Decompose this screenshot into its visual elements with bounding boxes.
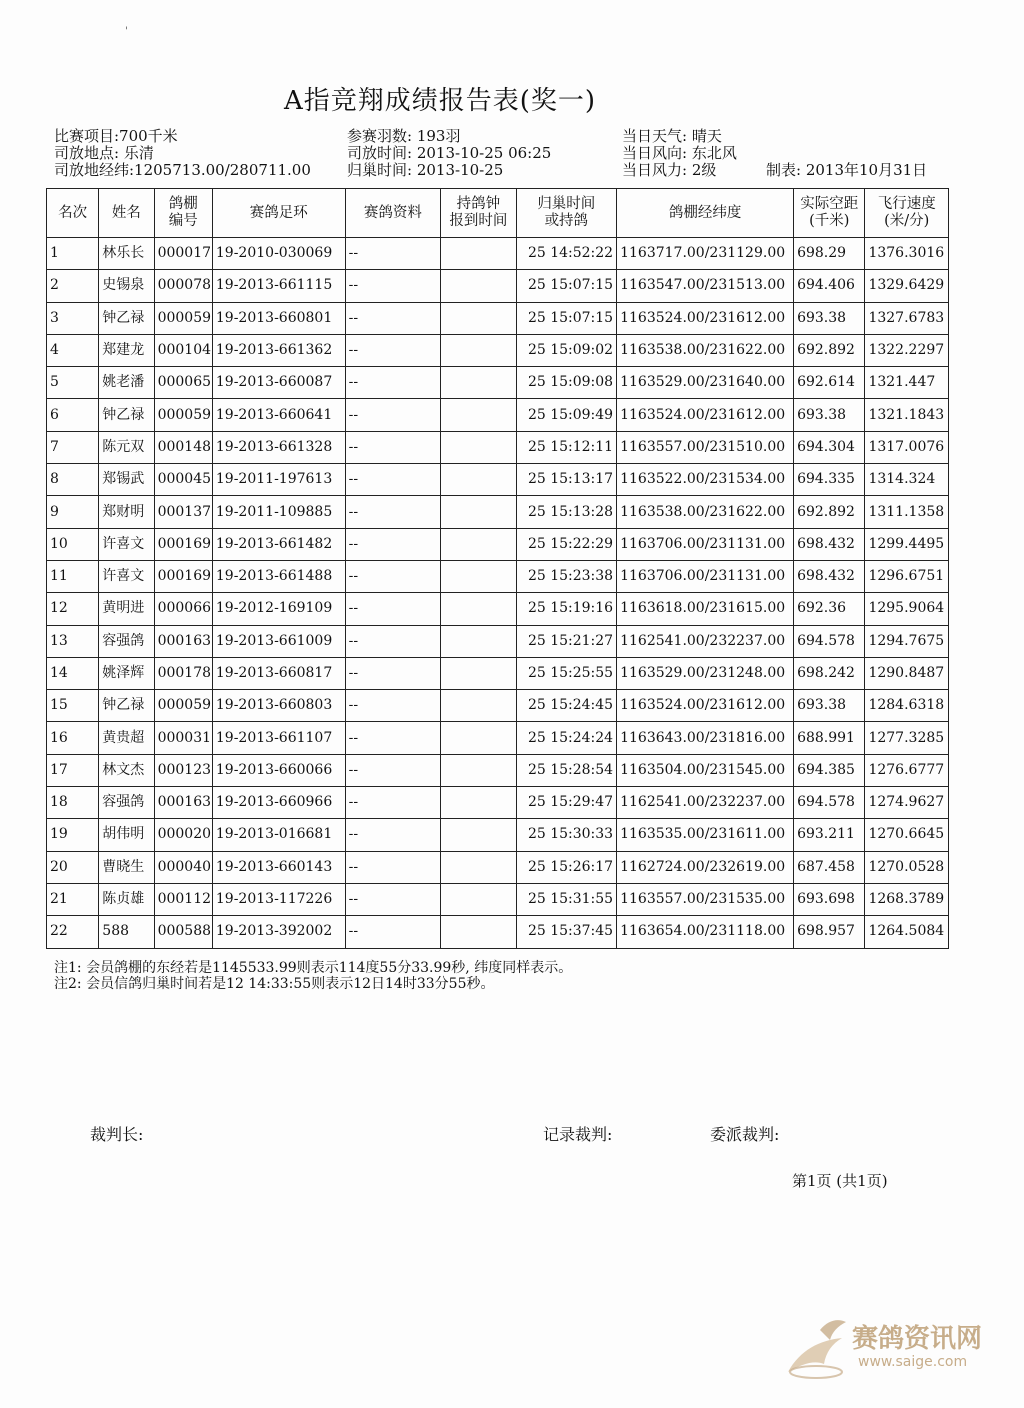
table-row <box>47 851 949 883</box>
table-cell: 19-2013-661107 <box>212 722 345 754</box>
table-cell: 1163522.00/231534.00 <box>617 464 794 496</box>
table-cell: 694.578 <box>794 787 865 819</box>
table-cell: -- <box>345 883 441 915</box>
table-cell: 25 15:13:28 <box>516 496 617 528</box>
column-header-line: 持鸽钟 <box>456 196 501 212</box>
table-cell: 19-2013-661009 <box>212 625 345 657</box>
table-row <box>47 431 949 463</box>
table-cell: 2 <box>47 270 99 302</box>
table-cell <box>441 657 516 689</box>
table-cell: -- <box>345 819 441 851</box>
watermark-text: 赛鸽资讯网 <box>852 1324 983 1354</box>
table-cell: 25 15:12:11 <box>516 431 617 463</box>
table-cell: -- <box>345 657 441 689</box>
table-cell: 许喜文 <box>99 528 154 560</box>
table-cell: 25 15:28:54 <box>516 754 617 786</box>
table-cell: 许喜文 <box>99 560 154 592</box>
table-cell: -- <box>345 464 441 496</box>
table-cell: 1376.3016 <box>865 238 949 270</box>
table-cell: 1270.0528 <box>865 851 949 883</box>
table-cell <box>441 496 516 528</box>
table-cell: 1162541.00/232237.00 <box>617 625 794 657</box>
table-cell: -- <box>345 690 441 722</box>
table-cell: 692.36 <box>794 593 865 625</box>
table-cell: 15 <box>47 690 99 722</box>
notes <box>54 960 572 992</box>
table-cell: 000169 <box>154 528 212 560</box>
table-cell: 陈贞雄 <box>99 883 154 915</box>
table-cell: 25 15:25:55 <box>516 657 617 689</box>
table-cell: 1299.4495 <box>865 528 949 560</box>
column-header-line: 报到时间 <box>449 213 508 229</box>
table-cell <box>441 464 516 496</box>
column-header-line: 实际空距 <box>800 196 859 212</box>
table-cell: 694.304 <box>794 431 865 463</box>
table-cell: 698.432 <box>794 560 865 592</box>
table-cell: 19-2013-661328 <box>212 431 345 463</box>
table-cell <box>441 302 516 334</box>
table-cell: 25 15:29:47 <box>516 787 617 819</box>
table-cell: 25 15:09:49 <box>516 399 617 431</box>
table-cell <box>441 819 516 851</box>
table-cell: 19-2011-109885 <box>212 496 345 528</box>
table-cell: 1163538.00/231622.00 <box>617 334 794 366</box>
table-cell: 000163 <box>154 787 212 819</box>
info-col-3 <box>622 128 737 179</box>
table-row <box>47 464 949 496</box>
table-cell: 25 15:30:33 <box>516 819 617 851</box>
table-cell: 25 15:07:15 <box>516 270 617 302</box>
column-header <box>865 189 949 238</box>
table-cell <box>441 593 516 625</box>
table-cell: 1163706.00/231131.00 <box>617 560 794 592</box>
table-cell: 钟乙禄 <box>99 302 154 334</box>
table-cell <box>441 754 516 786</box>
table-cell: 1162724.00/232619.00 <box>617 851 794 883</box>
table-cell: -- <box>345 593 441 625</box>
table-cell: 698.957 <box>794 916 865 948</box>
table-cell: 1162541.00/232237.00 <box>617 787 794 819</box>
table-cell: 1163654.00/231118.00 <box>617 916 794 948</box>
table-cell: 698.432 <box>794 528 865 560</box>
table-row <box>47 302 949 334</box>
table-cell: 694.406 <box>794 270 865 302</box>
table-cell: 19-2013-117226 <box>212 883 345 915</box>
table-cell: 1163524.00/231612.00 <box>617 399 794 431</box>
table-cell: 1163524.00/231612.00 <box>617 690 794 722</box>
table-cell: 000178 <box>154 657 212 689</box>
table-cell: 5 <box>47 367 99 399</box>
table-cell: 4 <box>47 334 99 366</box>
column-header <box>441 189 516 238</box>
table-cell: 22 <box>47 916 99 948</box>
table-cell: 1163643.00/231816.00 <box>617 722 794 754</box>
table-cell: 000059 <box>154 399 212 431</box>
table-cell: 容强鸽 <box>99 625 154 657</box>
table-cell: 1163706.00/231131.00 <box>617 528 794 560</box>
weather: 当日天气: 晴天 <box>622 127 722 145</box>
race-item: 比赛项目:700千米 <box>54 127 178 145</box>
results-table <box>46 188 949 949</box>
column-header <box>794 189 865 238</box>
table-cell: 18 <box>47 787 99 819</box>
column-header <box>345 189 441 238</box>
table-cell: 姚老潘 <box>99 367 154 399</box>
table-cell: 000045 <box>154 464 212 496</box>
table-cell: 10 <box>47 528 99 560</box>
table-cell: 1 <box>47 238 99 270</box>
table-cell: 688.991 <box>794 722 865 754</box>
table-cell: 19-2013-661482 <box>212 528 345 560</box>
pigeon-logo-icon <box>780 1310 860 1390</box>
table-cell: 容强鸽 <box>99 787 154 819</box>
table-cell: 19-2013-660087 <box>212 367 345 399</box>
table-cell <box>441 528 516 560</box>
info-col-2 <box>347 128 551 179</box>
table-cell: 25 15:23:38 <box>516 560 617 592</box>
table-cell: 19-2011-197613 <box>212 464 345 496</box>
table-cell: 1327.6783 <box>865 302 949 334</box>
table-cell: 698.242 <box>794 657 865 689</box>
table-cell <box>441 270 516 302</box>
table-cell: 25 15:31:55 <box>516 883 617 915</box>
table-cell: 1163557.00/231535.00 <box>617 883 794 915</box>
table-cell: 19-2013-660817 <box>212 657 345 689</box>
watermark-url: www.saige.com <box>858 1354 968 1370</box>
table-cell: 曹晓生 <box>99 851 154 883</box>
table-cell <box>441 851 516 883</box>
table-cell: 19-2010-030069 <box>212 238 345 270</box>
table-cell: 19 <box>47 819 99 851</box>
table-cell <box>441 334 516 366</box>
table-cell: -- <box>345 302 441 334</box>
table-cell: -- <box>345 916 441 948</box>
table-cell: 19-2013-660803 <box>212 690 345 722</box>
table-cell: -- <box>345 528 441 560</box>
column-header <box>212 189 345 238</box>
table-cell: 1295.9064 <box>865 593 949 625</box>
table-cell: -- <box>345 399 441 431</box>
table-cell: 000059 <box>154 302 212 334</box>
table-cell: 1321.447 <box>865 367 949 399</box>
table-cell: -- <box>345 787 441 819</box>
table-cell: 1276.6777 <box>865 754 949 786</box>
column-header-line: 归巢时间 <box>537 196 596 212</box>
table-cell: 林文杰 <box>99 754 154 786</box>
table-cell: 694.335 <box>794 464 865 496</box>
table-cell <box>441 560 516 592</box>
table-cell: 1274.9627 <box>865 787 949 819</box>
table-cell: 000078 <box>154 270 212 302</box>
table-cell: 698.29 <box>794 238 865 270</box>
table-row <box>47 625 949 657</box>
table-row <box>47 787 949 819</box>
table-cell: -- <box>345 270 441 302</box>
table-cell: 19-2013-016681 <box>212 819 345 851</box>
table-cell: 1163618.00/231615.00 <box>617 593 794 625</box>
table-cell: -- <box>345 238 441 270</box>
table-cell: 胡伟明 <box>99 819 154 851</box>
table-cell: 19-2013-660066 <box>212 754 345 786</box>
table-cell: 692.892 <box>794 496 865 528</box>
table-cell: 1270.6645 <box>865 819 949 851</box>
release-coordinates: 司放地经纬:1205713.00/280711.00 <box>54 161 311 179</box>
report-date: 制表: 2013年10月31日 <box>766 161 928 179</box>
table-cell: 1268.3789 <box>865 883 949 915</box>
table-cell: 19-2013-661362 <box>212 334 345 366</box>
table-cell <box>441 399 516 431</box>
table-cell: 14 <box>47 657 99 689</box>
table-cell: 692.614 <box>794 367 865 399</box>
table-cell: 1311.1358 <box>865 496 949 528</box>
table-cell: 1296.6751 <box>865 560 949 592</box>
table-cell: 25 14:52:22 <box>516 238 617 270</box>
table-cell: 1321.1843 <box>865 399 949 431</box>
column-header-line: (米/分) <box>884 213 930 229</box>
stray-mark: ' <box>125 26 128 37</box>
table-cell: 黄贵超 <box>99 722 154 754</box>
table-cell: 3 <box>47 302 99 334</box>
column-header-line: 鸽棚 <box>168 196 198 212</box>
table-cell: 12 <box>47 593 99 625</box>
table-cell <box>441 625 516 657</box>
table-cell: 1163529.00/231248.00 <box>617 657 794 689</box>
table-cell: 19-2013-660801 <box>212 302 345 334</box>
table-cell: -- <box>345 722 441 754</box>
table-cell: 694.578 <box>794 625 865 657</box>
table-cell: 黄明进 <box>99 593 154 625</box>
table-cell: 25 15:09:02 <box>516 334 617 366</box>
table-cell: 000020 <box>154 819 212 851</box>
table-cell: 7 <box>47 431 99 463</box>
table-cell <box>441 883 516 915</box>
column-header <box>99 189 154 238</box>
table-cell: 000065 <box>154 367 212 399</box>
table-cell: 000104 <box>154 334 212 366</box>
table-cell: 1163504.00/231545.00 <box>617 754 794 786</box>
table-cell: 693.211 <box>794 819 865 851</box>
table-cell: 694.385 <box>794 754 865 786</box>
table-row <box>47 496 949 528</box>
table-cell: 郑建龙 <box>99 334 154 366</box>
table-cell: 19-2013-392002 <box>212 916 345 948</box>
table-row <box>47 593 949 625</box>
table-cell: 588 <box>99 916 154 948</box>
table-cell: 16 <box>47 722 99 754</box>
table-cell: 693.38 <box>794 399 865 431</box>
table-cell: 000588 <box>154 916 212 948</box>
table-row <box>47 334 949 366</box>
table-cell: 1329.6429 <box>865 270 949 302</box>
table-row <box>47 560 949 592</box>
table-cell: 692.892 <box>794 334 865 366</box>
table-cell: 25 15:09:08 <box>516 367 617 399</box>
table-cell: 19-2013-660641 <box>212 399 345 431</box>
table-cell: 郑锡武 <box>99 464 154 496</box>
table-body <box>47 238 949 949</box>
table-cell: 19-2013-660143 <box>212 851 345 883</box>
table-cell: 693.38 <box>794 690 865 722</box>
table-cell: 1163524.00/231612.00 <box>617 302 794 334</box>
column-header-line: 赛鸽资料 <box>363 204 422 221</box>
table-cell: 1163538.00/231622.00 <box>617 496 794 528</box>
table-row <box>47 690 949 722</box>
table-cell: -- <box>345 334 441 366</box>
table-row <box>47 528 949 560</box>
delegated-referee-label: 委派裁判: <box>710 1125 780 1144</box>
table-row <box>47 657 949 689</box>
table-cell: 000040 <box>154 851 212 883</box>
table-cell: 000066 <box>154 593 212 625</box>
column-header-line: 姓名 <box>111 204 141 221</box>
table-row <box>47 367 949 399</box>
table-cell: 钟乙禄 <box>99 690 154 722</box>
table-row <box>47 754 949 786</box>
table-cell: -- <box>345 496 441 528</box>
release-location: 司放地点: 乐清 <box>54 144 154 162</box>
table-cell: 13 <box>47 625 99 657</box>
table-cell <box>441 722 516 754</box>
table-cell: 19-2013-661115 <box>212 270 345 302</box>
table-row <box>47 270 949 302</box>
table-cell: 1163717.00/231129.00 <box>617 238 794 270</box>
table-cell: 19-2012-169109 <box>212 593 345 625</box>
table-cell <box>441 690 516 722</box>
table-cell <box>441 238 516 270</box>
column-header-line: 或持鸽 <box>544 213 589 229</box>
table-cell: 000112 <box>154 883 212 915</box>
table-row <box>47 916 949 948</box>
table-cell: -- <box>345 851 441 883</box>
table-cell <box>441 787 516 819</box>
table-cell: 25 15:13:17 <box>516 464 617 496</box>
table-row <box>47 883 949 915</box>
table-cell: 21 <box>47 883 99 915</box>
table-cell: 1284.6318 <box>865 690 949 722</box>
note-2: 注2: 会员信鸽归巢时间若是12 14:33:55则表示12日14时33分55秒。 <box>54 976 495 992</box>
note-1: 注1: 会员鸽棚的东经若是1145533.99则表示114度55分33.99秒, 纬度同样表示。 <box>54 960 573 976</box>
column-header-line: 名次 <box>58 204 88 221</box>
watermark <box>780 1310 1000 1390</box>
table-cell: 000059 <box>154 690 212 722</box>
table-cell: 1163535.00/231611.00 <box>617 819 794 851</box>
table-row <box>47 722 949 754</box>
release-time: 司放时间: 2013-10-25 06:25 <box>347 144 552 162</box>
table-cell: 000148 <box>154 431 212 463</box>
column-header <box>617 189 794 238</box>
table-cell: 史锡泉 <box>99 270 154 302</box>
table-cell: 25 15:22:29 <box>516 528 617 560</box>
table-cell: 11 <box>47 560 99 592</box>
table-cell: 1314.324 <box>865 464 949 496</box>
column-header <box>47 189 99 238</box>
table-cell <box>441 431 516 463</box>
entries-count: 参赛羽数: 193羽 <box>347 127 461 145</box>
table-cell: 000123 <box>154 754 212 786</box>
column-header-line: 鸽棚经纬度 <box>668 204 742 221</box>
table-cell: 姚泽辉 <box>99 657 154 689</box>
table-cell: 9 <box>47 496 99 528</box>
table-cell: 693.698 <box>794 883 865 915</box>
table-cell: 000169 <box>154 560 212 592</box>
column-header-line: (千米) <box>809 213 850 229</box>
table-cell: 陈元双 <box>99 431 154 463</box>
table-cell: -- <box>345 431 441 463</box>
column-header <box>154 189 212 238</box>
table-cell: 1163529.00/231640.00 <box>617 367 794 399</box>
table-cell: 1277.3285 <box>865 722 949 754</box>
table-cell: 000163 <box>154 625 212 657</box>
table-cell: 钟乙禄 <box>99 399 154 431</box>
table-cell: 1163547.00/231513.00 <box>617 270 794 302</box>
table-row <box>47 399 949 431</box>
table-cell <box>441 916 516 948</box>
table-cell: 000017 <box>154 238 212 270</box>
table-cell: 1322.2297 <box>865 334 949 366</box>
return-date: 归巢时间: 2013-10-25 <box>347 161 504 179</box>
table-cell: 19-2013-661488 <box>212 560 345 592</box>
table-cell: 1290.8487 <box>865 657 949 689</box>
table-cell: -- <box>345 625 441 657</box>
wind-force: 当日风力: 2级 <box>622 161 717 179</box>
table-cell: 25 15:21:27 <box>516 625 617 657</box>
table-row <box>47 819 949 851</box>
wind-direction: 当日风向: 东北风 <box>622 144 737 162</box>
table-cell: 6 <box>47 399 99 431</box>
table-cell: 20 <box>47 851 99 883</box>
table-cell: 25 15:19:16 <box>516 593 617 625</box>
table-cell: -- <box>345 754 441 786</box>
table-cell: 19-2013-660966 <box>212 787 345 819</box>
table-cell: 1294.7675 <box>865 625 949 657</box>
page-number: 第1页 (共1页) <box>792 1172 888 1190</box>
table-cell: 郑财明 <box>99 496 154 528</box>
table-cell: 林乐长 <box>99 238 154 270</box>
table-cell <box>441 367 516 399</box>
table-cell: 1163557.00/231510.00 <box>617 431 794 463</box>
table-cell: -- <box>345 560 441 592</box>
table-cell: 693.38 <box>794 302 865 334</box>
table-cell: 687.458 <box>794 851 865 883</box>
info-col-1 <box>54 128 311 179</box>
table-row <box>47 238 949 270</box>
table-cell: 000031 <box>154 722 212 754</box>
table-cell: 17 <box>47 754 99 786</box>
column-header <box>516 189 617 238</box>
column-header-line: 编号 <box>168 213 198 229</box>
table-cell: 8 <box>47 464 99 496</box>
table-cell: 25 15:24:24 <box>516 722 617 754</box>
chief-referee-label: 裁判长: <box>90 1125 144 1144</box>
table-cell: 25 15:37:45 <box>516 916 617 948</box>
table-cell: 1264.5084 <box>865 916 949 948</box>
table-cell: 1317.0076 <box>865 431 949 463</box>
table-header-row <box>47 189 949 238</box>
column-header-line: 飞行速度 <box>877 196 936 212</box>
table-cell: 25 15:07:15 <box>516 302 617 334</box>
table-cell: -- <box>345 367 441 399</box>
report-title: A指竞翔成绩报告表(奖一) <box>283 86 597 116</box>
column-header-line: 赛鸽足环 <box>249 204 308 221</box>
table-cell: 25 15:24:45 <box>516 690 617 722</box>
recording-referee-label: 记录裁判: <box>543 1125 613 1144</box>
table-cell: 000137 <box>154 496 212 528</box>
table-cell: 25 15:26:17 <box>516 851 617 883</box>
